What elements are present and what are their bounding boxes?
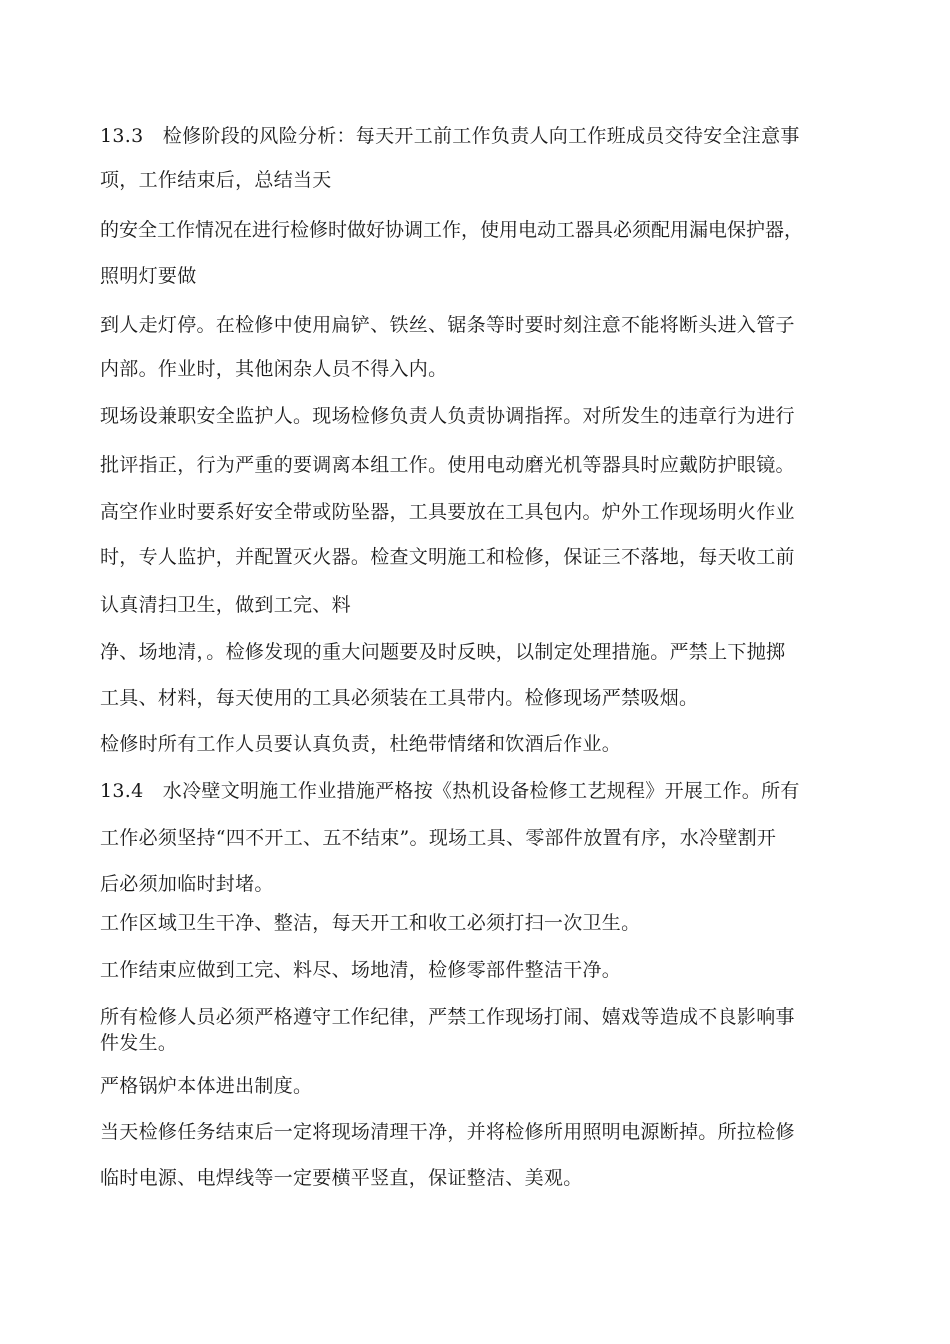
text-line: 工具、材料，每天使用的工具必须装在工具带内。检修现场严禁吸烟。 — [100, 687, 699, 709]
text-line: 认真清扫卫生，做到工完、料 — [100, 594, 351, 616]
text-line: 后必须加临时封堵。 — [100, 873, 274, 895]
text-line: 工作结束应做到工完、料尽、场地清，检修零部件整洁干净。 — [100, 959, 622, 981]
text-line: 工作必须坚持“四不开工、五不结束”。现场工具、零部件放置有序，水冷壁割开 — [100, 827, 777, 849]
text-line: 所有检修人员必须严格遵守工作纪律，严禁工作现场打闹、嬉戏等造成不良影响事 — [100, 1006, 795, 1028]
text-line: 时，专人监护，并配置灭火器。检查文明施工和检修，保证三不落地，每天收工前 — [100, 546, 795, 568]
text-line: 项，工作结束后，总结当天 — [100, 169, 332, 191]
text-line: 净、场地清，。检修发现的重大问题要及时反映，以制定处理措施。严禁上下抛掷 — [100, 641, 786, 663]
text-line: 内部。作业时，其他闲杂人员不得入内。 — [100, 358, 448, 380]
text-line: 到人走灯停。在检修中使用扁铲、铁丝、锯条等时要时刻注意不能将断头进入管子 — [100, 314, 795, 336]
text-line: 当天检修任务结束后一定将现场清理干净，并将检修所用照明电源断掉。所拉检修 — [100, 1121, 795, 1143]
text-line: 件发生。 — [100, 1032, 178, 1054]
text-line: 批评指正，行为严重的要调离本组工作。使用电动磨光机等器具时应戴防护眼镜。 — [100, 454, 795, 476]
text-line: 照明灯要做 — [100, 265, 197, 287]
text-line: 高空作业时要系好安全带或防坠器，工具要放在工具包内。炉外工作现场明火作业 — [100, 501, 795, 523]
text-line: 严格锅炉本体进出制度。 — [100, 1075, 313, 1097]
text-line: 临时电源、电焊线等一定要横平竖直，保证整洁、美观。 — [100, 1167, 583, 1189]
text-line: 工作区域卫生干净、整洁，每天开工和收工必须打扫一次卫生。 — [100, 912, 641, 934]
text-line: 13.4 水冷壁文明施工作业措施严格按《热机设备检修工艺规程》开展工作。所有 — [100, 780, 800, 802]
text-line: 的安全工作情况在进行检修时做好协调工作，使用电动工器具必须配用漏电保护器， — [100, 219, 804, 241]
text-line: 现场设兼职安全监护人。现场检修负责人负责协调指挥。对所发生的违章行为进行 — [100, 405, 795, 427]
text-line: 检修时所有工作人员要认真负责，杜绝带情绪和饮酒后作业。 — [100, 733, 622, 755]
text-line: 13.3 检修阶段的风险分析：每天开工前工作负责人向工作班成员交待安全注意事 — [100, 125, 800, 147]
